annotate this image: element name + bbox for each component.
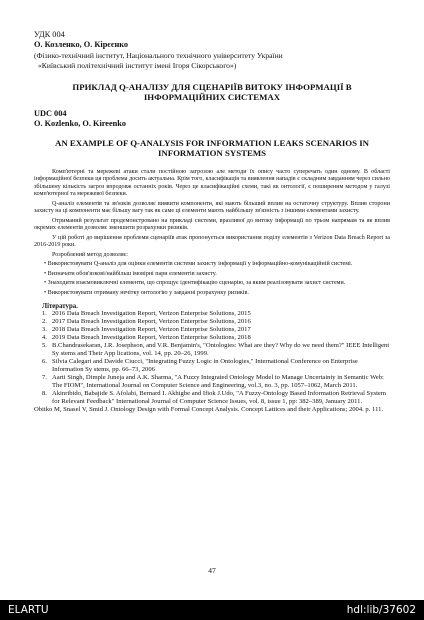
- reference-number: 2.: [42, 318, 47, 326]
- reference-number: 3.: [42, 326, 47, 334]
- reference-text: B.Chandrasekaran, J.R. Josephson, and V.R. Benjamin's, "Ontologies: What are they? Why do we need them?" IEEE Intelligent Sy stems and Their App lications, vol. 14, pp. 20–26, 1999.: [52, 342, 390, 358]
- reference-text: Silvia Calegari and Davide Ciucci, "Integrating Fuzzy Logic in Ontologies," International Conference on Enterprise Information Sy stems, pp. 66–73, 2006: [52, 358, 358, 374]
- bullet-item: [34, 280, 390, 288]
- reference-item: [34, 358, 390, 374]
- reference-item: [34, 310, 390, 318]
- paragraph: Q-аналіз елементів та зв'язків дозволяє виявити компоненти, які мають більший вплив на остаточну структуру. Вплив сторони захисту на ці компоненти має більшу вагу так як саме ці елементи мають найбільшу зв'язність з іншими елементами захисту.: [34, 200, 390, 215]
- reference-number: 1.: [42, 310, 47, 318]
- bullet-dot-icon: •: [44, 261, 48, 268]
- affiliation-uk-line-1: (Фізико-технічний інститут, Національного технічного університету України: [34, 50, 283, 60]
- reference-item: [34, 390, 390, 406]
- abstract: [34, 169, 390, 298]
- page-number: 47: [208, 566, 216, 575]
- reference-item: [34, 374, 390, 390]
- reference-item: [34, 318, 390, 326]
- paragraph: Розроблений метод дозволяє:: [52, 251, 128, 258]
- title-en: AN EXAMPLE OF Q-ANALYSIS FOR INFORMATION LEAKS SCENARIOS IN INFORMATION SYSTEMS: [55, 137, 369, 159]
- references-heading: Література.: [42, 303, 78, 311]
- reference-item: [34, 342, 390, 358]
- article-body: [34, 30, 390, 414]
- bullet-item: [34, 290, 390, 298]
- reference-number: 7.: [42, 374, 47, 382]
- bullet-item: [34, 271, 390, 279]
- bullet-text: Використовувати отриману нечітку онтологію у завданні розрахунку ризиків.: [47, 289, 249, 296]
- reference-number: 4.: [42, 334, 47, 342]
- reference-text: Akinribido, Babajide S. Afolabi, Bernard I. Akhigbe and Ifiok J.Udo, "A Fuzzy-Ontology Based Information Retrieval System for Relevant Feedback" International Journal of Computer Science Issues, vol. 8, issue 1, pp: 382–389, January 2011.: [52, 390, 386, 406]
- bullet-dot-icon: •: [44, 289, 48, 296]
- repository-footer-bar: [0, 600, 424, 620]
- reference-text: Aarti Singh, Dimple Juneja and A.K. Sharma, "A Fuzzy Integrated Ontology Model to Manage Uncertainty in Semantic Web: The FIOM", International Journal on Computer Science and Engineering, vol.3, no. 3, pp. 1057–1062, March 2011.: [52, 374, 384, 390]
- bullet-item: [34, 261, 390, 269]
- paragraph: Отриманий результат продемонстровано на прикладі системи, вразливої до витоку інформації по трьом напрямам та як вплив окремих елементів дозволяє зменшити розрахунки ризиків.: [34, 217, 390, 232]
- affiliation-uk-line-2: «Київський політехнічний інститут імені Ігоря Сікорського»): [38, 61, 237, 71]
- footer-repository-name: ELARTU: [8, 604, 49, 616]
- paragraph: У цій роботі до вирішення проблеми сценаріїв атак пропонується використання поділу елементів з Verizon Data Breach Report за 2016-2019 роки.: [34, 234, 390, 249]
- footer-handle-id: hdl:lib/37602: [346, 604, 416, 616]
- udc-uk: УДК 004: [34, 30, 65, 39]
- reference-item: [34, 326, 390, 334]
- references-list: [34, 310, 390, 414]
- bullet-text: Визначати обов'язкові/найбільш імовірні пари елементів захисту.: [47, 270, 217, 277]
- bullet-dot-icon: •: [44, 280, 48, 287]
- reference-text: 2017 Data Breach Investigation Report, Verizon Enterprise Solutions, 2016: [52, 318, 251, 326]
- reference-number: 5.: [42, 342, 47, 350]
- title-uk: ПРИКЛАД Q-АНАЛІЗУ ДЛЯ СЦЕНАРІЇВ ВИТОКУ ІНФОРМАЦІЇ В ІНФОРМАЦІЙНИХ СИСТЕМАХ: [72, 81, 352, 103]
- udc-en: UDC 004: [34, 108, 67, 118]
- reference-item: [34, 334, 390, 342]
- authors-uk: О. Козленко, О. Кірєєнко: [34, 40, 129, 50]
- bullet-text: Знаходити взаємовиключні елементи, що спрощує ідентифікацію сценарію, за яким реалізовувати захист системи.: [47, 280, 346, 287]
- reference-number: 6.: [42, 358, 47, 366]
- paragraph: Комп'ютерні та мережеві атаки стали постійною загрозою але методи їх опису часто суперечать один одному. В області інформаційної безпеки ця проблема досить актуальна. Крім того, класифікація та виявлення нападів є складним завданням через сильно збільшену кількість загроз впродовж останніх років. Через це класифікаційні схеми, такі як онтології, є поширеним методом у галузі комп'ютерної та мережевої безпеки.: [34, 168, 390, 198]
- reference-text: 2016 Data Breach Investigation Report, Verizon Enterprise Solutions, 2015: [52, 310, 251, 318]
- bullet-dot-icon: •: [44, 270, 48, 277]
- reference-extra: Obitko M, Snasel V, Smid J. Ontology Design with Formal Concept Analysis. Concept Lattices and their Applications; 2004. p. 111.: [34, 406, 384, 414]
- authors-en: O. Kozlenko, O. Kireenko: [34, 119, 127, 129]
- bullet-text: Використовувати Q-аналіз для оцінки елементів системи захисту інформації у інформаційно-комунікаційній системі.: [47, 261, 353, 268]
- reference-number: 8.: [42, 390, 47, 398]
- reference-text: 2018 Data Breach Investigation Report, Verizon Enterprise Solutions, 2017: [52, 326, 251, 334]
- reference-text: 2019 Data Breach Investigation Report, Verizon Enterprise Solutions, 2018: [52, 334, 251, 342]
